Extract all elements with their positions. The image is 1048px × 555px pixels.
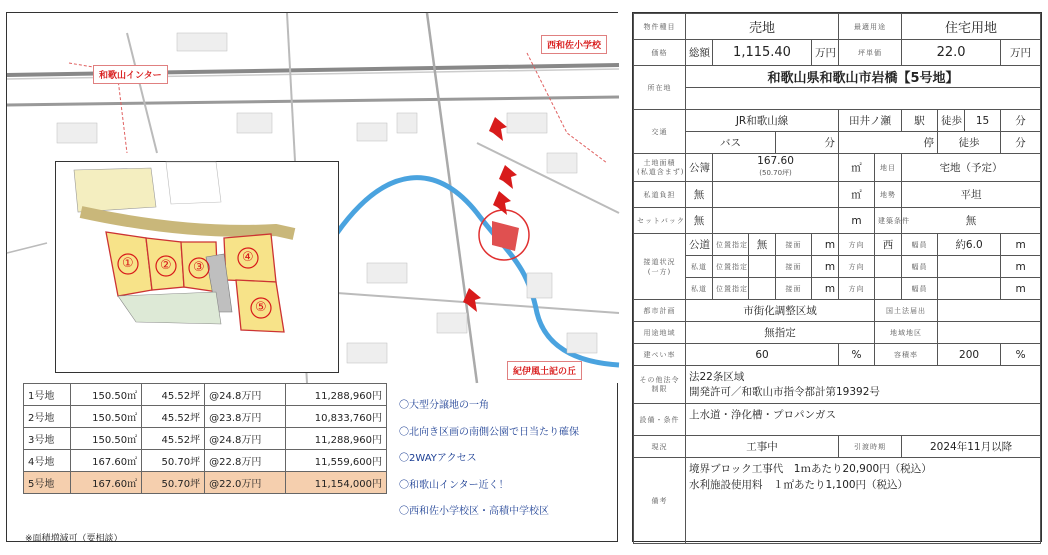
feature-item: 〇大型分譲地の一角 <box>399 400 489 411</box>
plot-marker-4: ④ <box>242 250 254 265</box>
plot-marker-5: ⑤ <box>255 300 267 315</box>
feature-item: 〇北向き区画の南側公園で日当たり確保 <box>399 426 579 438</box>
map-panel <box>6 12 618 542</box>
facilities: 上水道・浄化槽・プロパンガス <box>686 404 1041 436</box>
property-info-table: 物件種目 売地 最適用途 住宅用地 価格 総額 1,115.40 万円 坪単価 22.0 万円 所在地 和歌山県和歌山市岩橋【5号地】 交通 JR和歌山線 田井ノ瀬 駅 徒歩 15 分 バス 分 停 徒歩 分 土地面積 (私道含まず) 公簿 167.60 (50.70坪) ㎡ 地目 宅地（予定） 私道負担 無 ㎡ 地勢 平坦 セットバック 無 m 建築条件 無 接道状況 (一方) 公道 位置指定 無 接面 m 方向 西 幅員 約6.0 m 私道 位置指定 接面 m 方向 幅員 m 私道 位置指定 接面 m 方向 幅員 m 都市計画 市街化調整区域 国土法届出 用途地域 無指定 地域地区 建ぺい率 60 % 容積率 200 % その他法令制限 法22条区域 開発許可／和歌山市指令都計第19392号 設備・条件 上水道・浄化槽・プロパンガス 現況 工事中 引渡時期 2024年11月以降 備考 境界ブロック工事代 1ｍあたり20,900円（税込） 水利施設使用料 １㎡あたり1,100円（税込） <box>633 13 1041 544</box>
train-line: JR和歌山線 <box>686 110 839 132</box>
remark-line: 境界ブロック工事代 1ｍあたり20,900円（税込） <box>689 463 932 475</box>
delivery-date: 2024年11月以降 <box>902 436 1041 458</box>
map-label-interchange: 和歌山インター <box>93 65 168 84</box>
feature-item: 〇西和佐小学校区・高積中学校区 <box>399 506 549 517</box>
terrain: 平坦 <box>902 182 1041 208</box>
tsubo-price: 22.0 <box>902 40 1001 66</box>
current-status: 工事中 <box>686 436 839 458</box>
legal-restriction-2: 開発許可／和歌山市指令都計第19392号 <box>689 385 880 398</box>
station-name: 田井ノ瀬 <box>839 110 902 132</box>
property-info-panel <box>632 12 1042 542</box>
map-label-school: 西和佐小学校 <box>541 35 607 54</box>
table-row: 4号地 167.60㎡ 50.70坪 @22.8万円 11,559,600円 <box>24 450 387 472</box>
walk-minutes: 15 <box>965 110 1001 132</box>
table-row: 2号地 150.50㎡ 45.52坪 @23.8万円 10,833,760円 <box>24 406 387 428</box>
floor-area-ratio: 200 <box>938 344 1001 366</box>
land-area: 167.60 <box>757 155 794 167</box>
zoning: 無指定 <box>686 322 875 344</box>
table-row-highlight: 5号地 167.60㎡ 50.70坪 @22.0万円 11,154,000円 <box>24 472 387 494</box>
city-planning: 市街化調整区域 <box>686 300 875 322</box>
feature-list <box>399 393 579 526</box>
land-category: 宅地（予定） <box>902 154 1041 182</box>
feature-item: 〇2WAYアクセス <box>399 453 477 464</box>
building-coverage: 60 <box>686 344 839 366</box>
subdivision-plan <box>55 161 339 373</box>
property-type: 売地 <box>686 14 839 40</box>
building-condition: 無 <box>902 208 1041 234</box>
optimal-use: 住宅用地 <box>902 14 1041 40</box>
plot-marker-3: ③ <box>193 260 205 275</box>
plot-marker-2: ② <box>160 258 172 273</box>
table-row: 3号地 150.50㎡ 45.52坪 @24.8万円 11,288,960円 <box>24 428 387 450</box>
total-price: 1,115.40 <box>713 40 812 66</box>
remark-line: 水利施設使用料 １㎡あたり1,100円（税込） <box>689 479 909 491</box>
feature-item: 〇和歌山インター近く！ <box>399 479 509 491</box>
plot-summary-table <box>23 383 387 494</box>
area-note: ※面積増減可（要相談） <box>25 534 123 544</box>
legal-restriction-1: 法22条区域 <box>689 370 745 383</box>
table-row: 1号地 150.50㎡ 45.52坪 @24.8万円 11,288,960円 <box>24 384 387 406</box>
plot-marker-1: ① <box>122 256 134 271</box>
map-label-fudoki: 紀伊風土記の丘 <box>507 361 582 380</box>
location: 和歌山県和歌山市岩橋【5号地】 <box>686 66 1041 88</box>
